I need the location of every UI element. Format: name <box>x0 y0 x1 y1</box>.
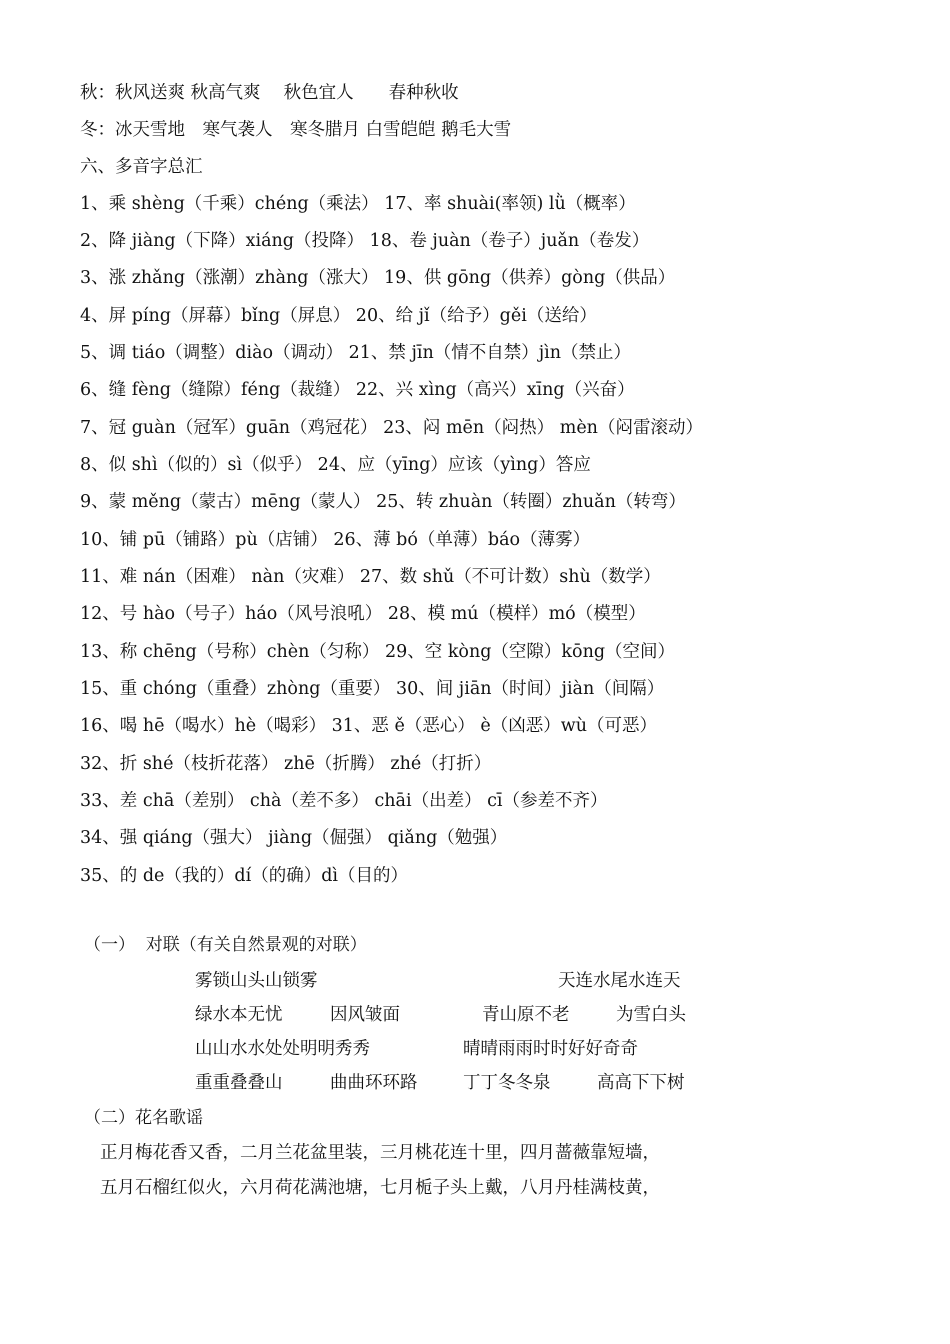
list-item: 7、冠 guàn（冠军）guān（鸡冠花） 23、闷 mēn（闷热） mèn（闷雷滚动） <box>80 418 703 438</box>
list-item: 35、的 de（我的）dí（的确）dì（目的） <box>80 866 408 886</box>
list-item: 2、降 jiàng（下降）xiáng（投降） 18、卷 juàn（卷子）juǎn（卷发） <box>80 231 650 251</box>
list-item: 1、乘 shèng（千乘）chéng（乘法） 17、率 shuài(率领) lǜ（概率） <box>80 194 636 214</box>
couplet-line: 雾锁山头山锁雾 <box>195 971 318 991</box>
couplets-heading: （一） 对联（有关自然景观的对联） <box>84 935 367 955</box>
list-item: 12、号 hào（号子）háo（风号浪吼） 28、模 mú（模样）mó（模型） <box>80 604 646 624</box>
couplet-line: 晴晴雨雨时时好好奇奇 <box>463 1039 638 1059</box>
list-item: 16、喝 hē（喝水）hè（喝彩） 31、恶 ě（恶心） è（凶恶）wù（可恶） <box>80 716 658 736</box>
couplet-line: 因风皱面 <box>330 1005 400 1025</box>
list-item: 3、涨 zhǎng（涨潮）zhàng（涨大） 19、供 gōng（供养）gòng（供品） <box>80 268 676 288</box>
list-item: 6、缝 fèng（缝隙）féng（裁缝） 22、兴 xìng（高兴）xīng（兴奋） <box>80 380 635 400</box>
list-item: 4、屏 píng（屏幕）bǐng（屏息） 20、给 jǐ（给予）gěi（送给） <box>80 306 597 326</box>
list-item: 8、似 shì（似的）sì（似乎） 24、应（yīng）应该（yìng）答应 <box>80 455 591 475</box>
section-six-title: 六、多音字总汇 <box>80 157 203 177</box>
song-line: 五月石榴红似火，六月荷花满池塘，七月栀子头上戴，八月丹桂满枝黄， <box>100 1178 660 1198</box>
couplet-line: 绿水本无忧 <box>195 1005 283 1025</box>
list-item: 11、难 nán（困难） nàn（灾难） 27、数 shǔ（不可计数）shù（数学） <box>80 567 661 587</box>
winter-idioms-line: 冬：冰天雪地 寒气袭人 寒冬腊月 白雪皑皑 鹅毛大雪 <box>80 120 512 140</box>
list-item: 9、蒙 měng（蒙古）mēng（蒙人） 25、转 zhuàn（转圈）zhuǎn（转弯） <box>80 492 686 512</box>
couplet-line: 重重叠叠山 <box>195 1073 283 1093</box>
couplet-line: 丁丁冬冬泉 <box>463 1073 551 1093</box>
song-line: 正月梅花香又香，二月兰花盆里装，三月桃花连十里，四月蔷薇靠短墙， <box>100 1143 660 1163</box>
couplet-line: 曲曲环环路 <box>330 1073 418 1093</box>
couplet-line: 青山原不老 <box>482 1005 570 1025</box>
list-item: 32、折 shé（枝折花落） zhē（折腾） zhé（打折） <box>80 754 492 774</box>
couplet-line: 天连水尾水连天 <box>558 971 681 991</box>
list-item: 13、称 chēng（号称）chèn（匀称） 29、空 kòng（空隙）kōng（空间） <box>80 642 676 662</box>
couplet-line: 高高下下树 <box>597 1073 685 1093</box>
list-item: 5、调 tiáo（调整）diào（调动） 21、禁 jīn（情不自禁）jìn（禁止） <box>80 343 632 363</box>
list-item: 33、差 chā（差别） chà（差不多） chāi（出差） cī（参差不齐） <box>80 791 608 811</box>
list-item: 34、强 qiáng（强大） jiàng（倔强） qiǎng（勉强） <box>80 828 508 848</box>
autumn-idioms-line: 秋：秋风送爽 秋高气爽 秋色宜人 春种秋收 <box>80 83 459 103</box>
flower-song-heading: （二）花名歌谣 <box>84 1108 203 1128</box>
list-item: 15、重 chóng（重叠）zhòng（重要） 30、间 jiān（时间）jiàn（间隔） <box>80 679 665 699</box>
couplet-line: 为雪白头 <box>616 1005 686 1025</box>
list-item: 10、铺 pū（铺路）pù（店铺） 26、薄 bó（单薄）báo（薄雾） <box>80 530 591 550</box>
couplet-line: 山山水水处处明明秀秀 <box>195 1039 370 1059</box>
